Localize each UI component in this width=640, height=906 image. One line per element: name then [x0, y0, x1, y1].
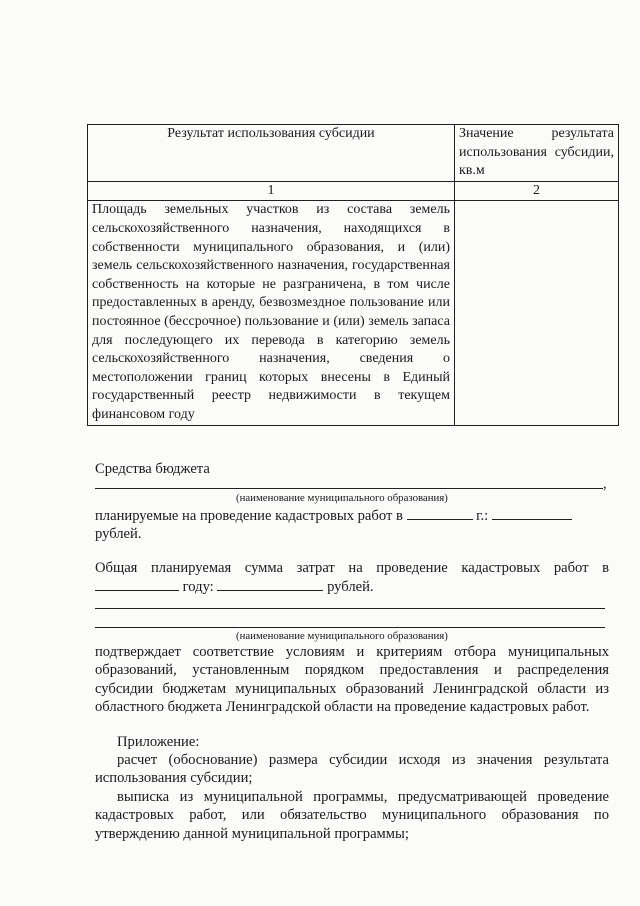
total-year-blank — [95, 577, 179, 591]
appendix-title: Приложение: — [117, 734, 200, 750]
appendix-item-2: выписка из муниципальной программы, предусматривающей проведение кадастровых работ, или обязательство муниципального образования по утверждению данной муниципальной программы; — [95, 789, 609, 842]
total-year-line — [95, 577, 374, 596]
confirmation-paragraph: подтверждает соответствие условиям и критериям отбора муниципальных образований, установленным порядком предоставления и распределения субсидии бюджетам муниципальных образований Ленинградской области из областного бюджета Ленинградской области на проведение кадастровых работ. — [95, 644, 609, 716]
result-value-cell — [455, 201, 619, 425]
appendix-item-1: расчет (обоснование) размера субсидии исходя из значения результата использования субсидии; — [95, 752, 609, 787]
result-description-cell: Площадь земельных участков из состава земель сельскохозяйственного назначения, находящихся в собственности муниципального образования, и (или) земель сельскохозяйственного назначения, государственная собственность на которые не разграничена, в том числе предоставленных в аренду, безвозмездное пользование или постоянное (бессрочное) пользование и (или) земель запаса для последующего их перевода в категорию земель сельскохозяйственного назначения, сведения о местоположении границ которых внесены в Единый государственный реестр недвижимости в текущем финансовом году — [88, 201, 455, 425]
planned-line — [95, 506, 572, 525]
municipality-blank-line-1 — [95, 488, 603, 489]
header-value-cell: Значение результата использования субсидии, кв.м — [455, 125, 619, 182]
municipality-blank-line-3 — [95, 627, 605, 628]
total-amount-blank — [217, 577, 323, 591]
table-header-row — [88, 125, 619, 182]
total-sum-line: Общая планируемая сумма затрат на проведение кадастровых работ в — [95, 560, 609, 576]
column-number-2: 2 — [455, 181, 619, 201]
budget-title: Средства бюджета — [95, 461, 210, 477]
municipality-caption-2: (наименование муниципального образования) — [236, 630, 448, 642]
year-suffix: г.: — [476, 508, 489, 524]
total-year-word: году: — [182, 579, 214, 595]
municipality-caption-1: (наименование муниципального образования) — [236, 492, 448, 504]
amount-blank — [492, 506, 572, 520]
municipality-blank-line-2 — [95, 608, 605, 609]
planned-prefix: планируемые на проведение кадастровых работ в — [95, 508, 403, 524]
table-row — [88, 201, 619, 425]
subsidy-result-table — [87, 124, 619, 426]
trailing-comma: , — [603, 476, 607, 492]
total-rubles: рублей. — [327, 579, 374, 595]
planned-rubles: рублей. — [95, 526, 142, 542]
table-number-row — [88, 181, 619, 201]
year-blank — [407, 506, 473, 520]
column-number-1: 1 — [88, 181, 455, 201]
header-result-cell: Результат использования субсидии — [88, 125, 455, 182]
